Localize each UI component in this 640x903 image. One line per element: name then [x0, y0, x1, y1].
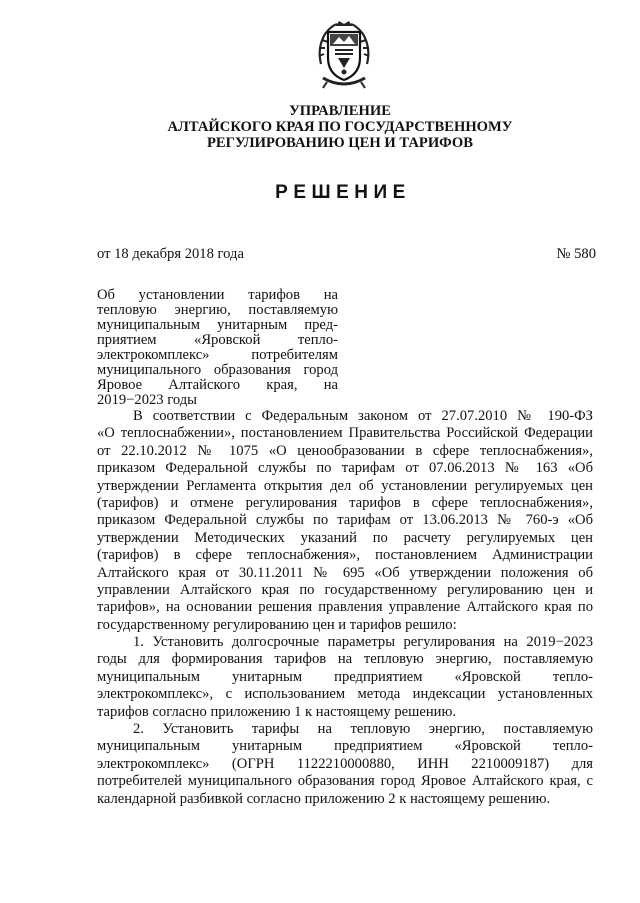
- document-title: РЕШЕНИЕ: [275, 182, 411, 203]
- body-line: государственному регулированию цен и тарифов решило:: [97, 616, 457, 633]
- body-line: электрокомплекс», с использованием метода индексации установленных: [97, 686, 593, 703]
- coat-of-arms-icon: [311, 20, 377, 92]
- body-line: потребителей муниципального образования город Яровое Алтайского края, с: [97, 773, 593, 790]
- body-line: от 22.10.2012 № 1075 «О ценообразовании в сфере теплоснабжения»,: [97, 442, 593, 459]
- org-line: УПРАВЛЕНИЕ: [289, 103, 391, 119]
- document-number: № 580: [556, 246, 596, 262]
- org-line: РЕГУЛИРОВАНИЮ ЦЕН И ТАРИФОВ: [207, 135, 473, 151]
- subject-line: муниципального образования город: [97, 362, 338, 378]
- body-line: тарифов согласно приложению 1 к настоящему решению.: [97, 703, 457, 720]
- body-line: (тарифов) в сфере теплоснабжения», постановлением Администрации: [97, 547, 593, 564]
- document-date: от 18 декабря 2018 года: [97, 246, 244, 262]
- body-line: приказом Федеральной службы по тарифам от 13.06.2013 № 760-э «Об: [97, 512, 593, 529]
- body-line: 1. Установить долгосрочные параметры регулирования на 2019−2023: [133, 634, 593, 651]
- body-line: годы для формирования тарифов на тепловую энергию, поставляемую: [97, 651, 593, 668]
- body-line: муниципальным унитарным предприятием «Яровской тепло-: [97, 668, 593, 685]
- body-line: муниципальным унитарным предприятием «Яровской тепло-: [97, 738, 593, 755]
- org-line: АЛТАЙСКОГО КРАЯ ПО ГОСУДАРСТВЕННОМУ: [167, 119, 513, 135]
- subject-line: Яровое Алтайского края, на: [97, 377, 338, 393]
- decision-body: [97, 408, 593, 808]
- body-line: В соответствии с Федеральным законом от 27.07.2010 № 190-ФЗ: [133, 408, 593, 424]
- body-line: утверждении Методических указаний по расчету регулируемых цен: [97, 529, 593, 546]
- subject-line: муниципальным унитарным пред-: [97, 317, 338, 333]
- subject-line: Об установлении тарифов на: [97, 287, 338, 303]
- body-line: календарной разбивкой согласно приложению 2 к настоящему решению.: [97, 790, 551, 807]
- body-line: Алтайского края от 30.11.2011 № 695 «Об утверждении положения об: [97, 564, 593, 581]
- subject-line: 2019−2023 годы: [97, 392, 197, 408]
- body-line: электрокомплекс» (ОГРН 1122210000880, ИНН 2210009187) для: [97, 755, 593, 772]
- body-line: приказом Федеральной службы по тарифам от 07.06.2013 № 163 «Об: [97, 460, 593, 477]
- subject-line: тепловую энергию, поставляемую: [97, 302, 338, 318]
- body-line: утверждении Регламента открытия дел об установлении регулируемых цен: [97, 477, 593, 494]
- issuing-authority: [0, 103, 640, 151]
- subject-line: электрокомплекс» потребителям: [97, 347, 338, 363]
- body-line: управлении Алтайского края по государственному регулированию цен и: [97, 581, 593, 598]
- body-line: 2. Установить тарифы на тепловую энергию, поставляемую: [133, 721, 593, 738]
- subject-line: приятием «Яровской тепло-: [97, 332, 338, 348]
- decision-subject: [97, 288, 338, 408]
- body-line: «О теплоснабжении», постановлением Правительства Российской Федерации: [97, 425, 593, 442]
- body-line: (тарифов) и отмене регулирования тарифов в сфере теплоснабжения»,: [97, 494, 593, 511]
- body-line: тарифов», на основании решения правления управление Алтайского края по: [97, 599, 593, 616]
